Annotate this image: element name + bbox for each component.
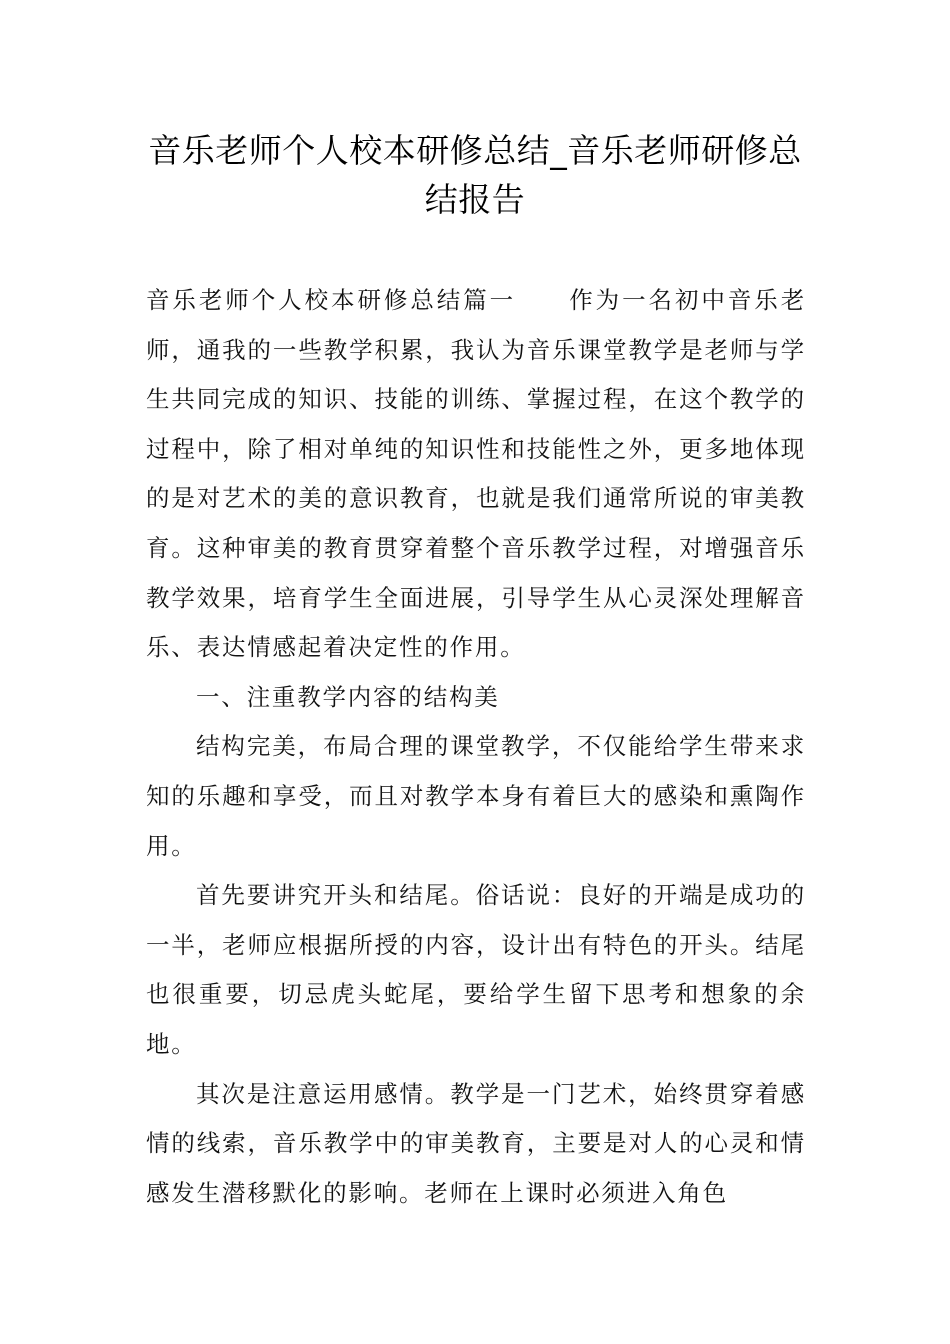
- document-title: 音乐老师个人校本研修总结_音乐老师研修总结报告: [148, 131, 802, 219]
- lead-paragraph: [146, 276, 806, 673]
- paragraph-opening-ending: 首先要讲究开头和结尾。俗话说：良好的开端是成功的一半，老师应根据所授的内容，设计出有特色的开头。结尾也很重要，切忌虎头蛇尾，要给学生留下思考和想象的余地。: [146, 881, 806, 1058]
- lead-text: 作为一名初中音乐老师，通我的一些教学积累，我认为音乐课堂教学是老师与学生共同完成的知识、技能的训练、掌握过程，在这个教学的过程中，除了相对单纯的知识性和技能性之外，更多地体现的是对艺术的美的意识教育，也就是我们通常所说的审美教育。这种审美的教育贯穿着整个音乐教学过程，对增强音乐教学效果，培育学生全面进展，引导学生从心灵深处理解音乐、表达情感起着决定性的作用。: [146, 286, 807, 662]
- section-heading: 一、注重教学内容的结构美: [196, 682, 500, 711]
- paragraph-structure: 结构完美，布局合理的课堂教学，不仅能给学生带来求知的乐趣和享受，而且对教学本身有着巨大的感染和熏陶作用。: [146, 732, 806, 860]
- lead-label: 音乐老师个人校本研修总结篇一: [146, 286, 517, 314]
- paragraph-emotion: 其次是注意运用感情。教学是一门艺术，始终贯穿着感情的线索，音乐教学中的审美教育，主要是对人的心灵和情感发生潜移默化的影响。老师在上课时必须进入角色: [146, 1079, 806, 1207]
- document-body: [146, 276, 806, 1218]
